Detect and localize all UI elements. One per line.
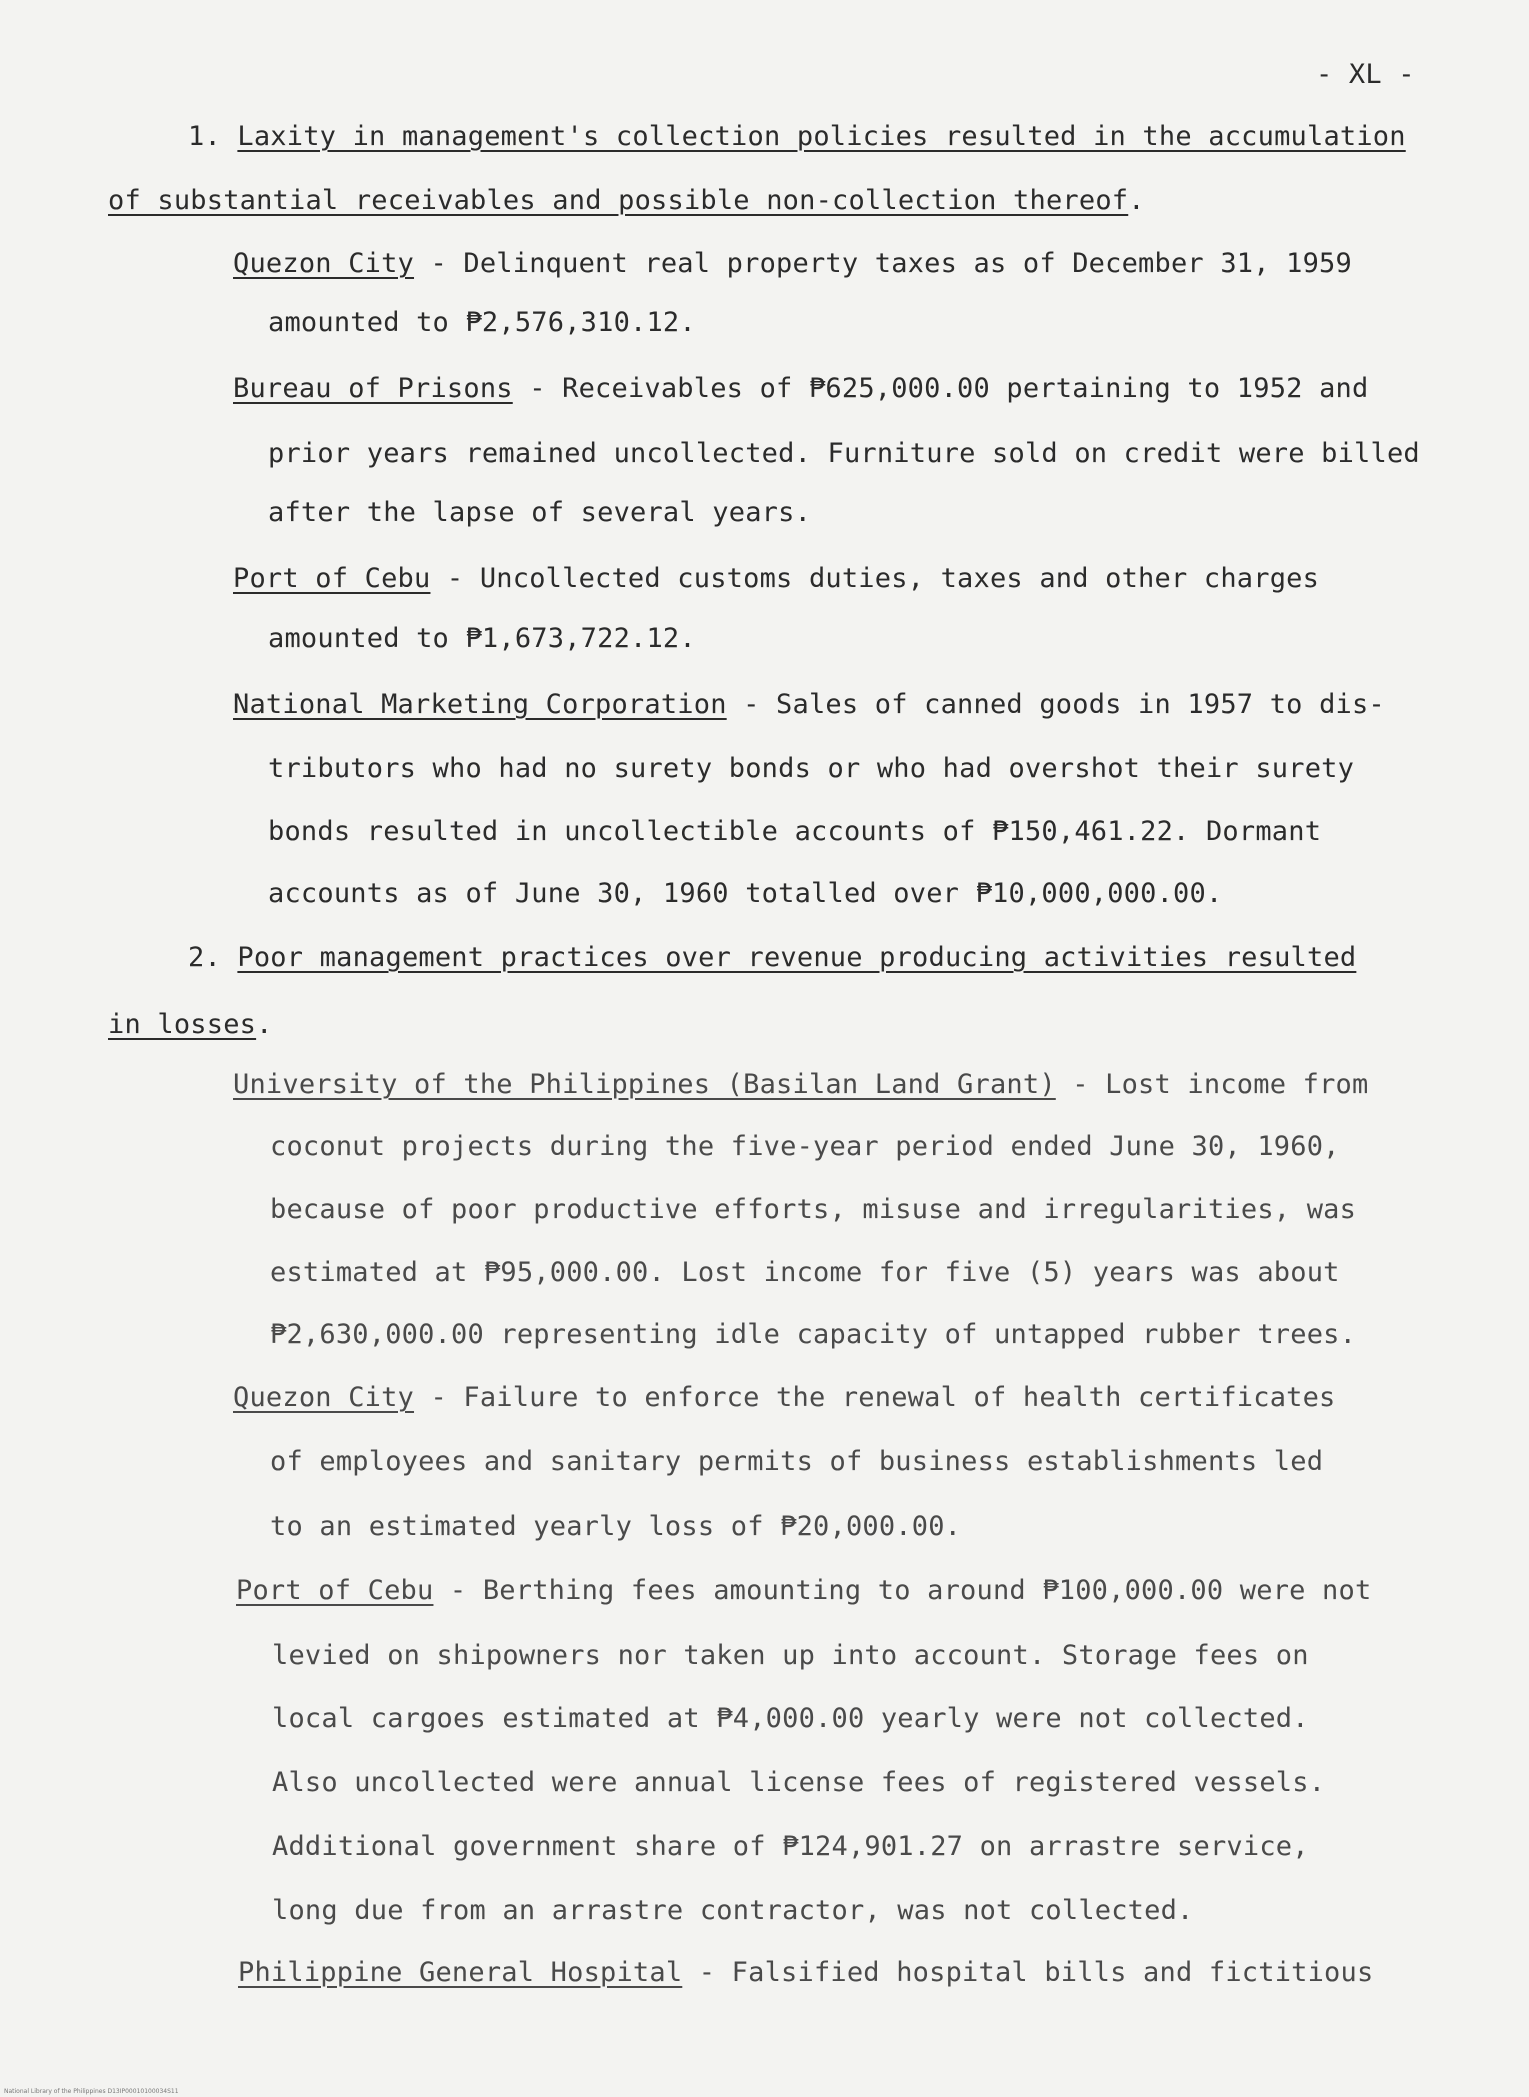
section-2-number: 2. bbox=[188, 942, 221, 973]
entry-name: University of the Philippines (Basilan Land Grant) bbox=[233, 1069, 1056, 1100]
entry-text-line: ₱2,630,000.00 representing idle capacity of untapped rubber trees. bbox=[270, 1319, 1357, 1350]
entry-text-line: prior years remained uncollected. Furniture sold on credit were billed bbox=[268, 438, 1420, 469]
entry-name: Quezon City bbox=[233, 248, 415, 279]
entry-national-marketing-corporation: National Marketing Corporation - Sales of canned goods in 1957 to dis- bbox=[233, 689, 1385, 720]
entry-text-line: long due from an arrastre contractor, was not collected. bbox=[272, 1895, 1194, 1926]
entry-name: Port of Cebu bbox=[236, 1575, 434, 1606]
entry-text-line: Additional government share of ₱124,901.27 on arrastre service, bbox=[272, 1831, 1309, 1862]
entry-port-of-cebu-2: Port of Cebu - Berthing fees amounting to around ₱100,000.00 were not bbox=[236, 1575, 1372, 1606]
entry-quezon-city-2: Quezon City - Failure to enforce the renewal of health certificates bbox=[233, 1382, 1336, 1413]
entry-university-of-the-philippines: University of the Philippines (Basilan Land Grant) - Lost income from bbox=[233, 1069, 1369, 1100]
entry-name: Bureau of Prisons bbox=[233, 373, 513, 404]
page-number: - XL - bbox=[1316, 59, 1415, 90]
entry-text-line: estimated at ₱95,000.00. Lost income for five (5) years was about bbox=[270, 1257, 1340, 1288]
section-1-heading-cont: of substantial receivables and possible non-collection thereof. bbox=[108, 185, 1145, 216]
entry-name: Philippine General Hospital bbox=[238, 1957, 683, 1988]
entry-text-line: accounts as of June 30, 1960 totalled over ₱10,000,000.00. bbox=[268, 878, 1223, 909]
entry-name: National Marketing Corporation bbox=[233, 689, 727, 720]
entry-name: Quezon City bbox=[233, 1382, 415, 1413]
entry-philippine-general-hospital: Philippine General Hospital - Falsified hospital bills and fictitious bbox=[238, 1957, 1374, 1988]
section-1-heading-line1: Laxity in management's collection policies resulted in the accumulation bbox=[237, 121, 1406, 152]
entry-text-line: to an estimated yearly loss of ₱20,000.00. bbox=[270, 1511, 962, 1542]
entry-text-line: local cargoes estimated at ₱4,000.00 yearly were not collected. bbox=[272, 1703, 1309, 1734]
entry-text-line: tributors who had no surety bonds or who had overshot their surety bbox=[268, 753, 1355, 784]
footer-note: National Library of the Philippines D13IP00010100034S11 bbox=[4, 2088, 179, 2095]
entry-port-of-cebu-1: Port of Cebu - Uncollected customs duties, taxes and other charges bbox=[233, 563, 1320, 594]
entry-text-line: amounted to ₱2,576,310.12. bbox=[268, 307, 696, 338]
section-2-heading-line1: Poor management practices over revenue producing activities resulted bbox=[237, 942, 1357, 973]
section-1-heading bbox=[188, 120, 1406, 154]
entry-text-line: bonds resulted in uncollectible accounts of ₱150,461.22. Dormant bbox=[268, 816, 1322, 847]
section-2-heading-cont: in losses. bbox=[108, 1009, 273, 1040]
section-2-heading bbox=[188, 941, 1356, 975]
entry-text-line: of employees and sanitary permits of business establishments led bbox=[270, 1446, 1324, 1477]
entry-bureau-of-prisons: Bureau of Prisons - Receivables of ₱625,000.00 pertaining to 1952 and bbox=[233, 373, 1369, 404]
entry-text-line: levied on shipowners nor taken up into account. Storage fees on bbox=[272, 1640, 1309, 1671]
section-1-heading-line2: of substantial receivables and possible non-collection thereof bbox=[108, 185, 1129, 216]
entry-text-line: because of poor productive efforts, misuse and irregularities, was bbox=[270, 1194, 1357, 1225]
entry-name: Port of Cebu bbox=[233, 563, 431, 594]
entry-text-line: after the lapse of several years. bbox=[268, 497, 812, 528]
entry-text-line: Also uncollected were annual license fees of registered vessels. bbox=[272, 1767, 1326, 1798]
entry-text-line: coconut projects during the five-year period ended June 30, 1960, bbox=[270, 1131, 1340, 1162]
section-1-number: 1. bbox=[188, 121, 221, 152]
entry-quezon-city-1: Quezon City - Delinquent real property taxes as of December 31, 1959 bbox=[233, 248, 1352, 279]
entry-text-line: amounted to ₱1,673,722.12. bbox=[268, 623, 696, 654]
section-2-heading-line2: in losses bbox=[108, 1009, 257, 1040]
